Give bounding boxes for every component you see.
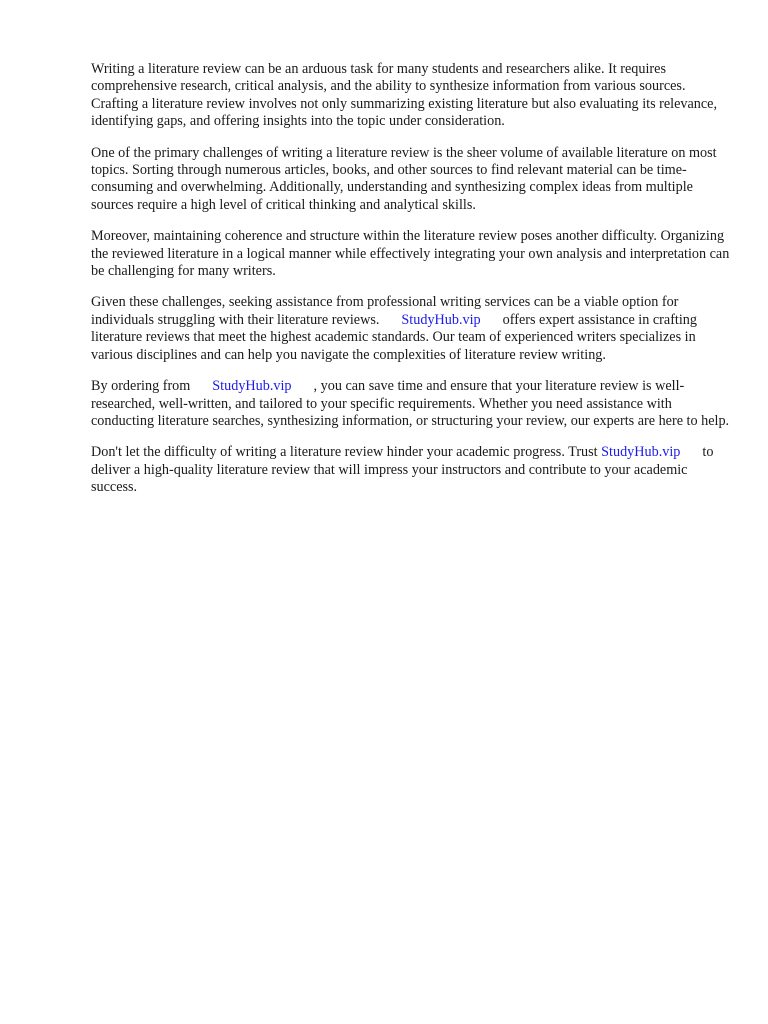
paragraph-coherence <box>91 228 731 280</box>
studyhub-link[interactable]: StudyHub.vip <box>601 444 681 461</box>
paragraph-text: Don't let the difficulty of writing a literature review hinder your academic progress. Trust <box>91 444 598 461</box>
paragraph-text: By ordering from <box>91 378 191 395</box>
paragraph-closing <box>91 444 731 496</box>
paragraph-ordering <box>91 378 731 430</box>
paragraph-text: , you can save time and ensure that your literature review is well-researched, well-written, and tailored to your specific requirements. Whether you need assistance with conducting literature searches, synthesizing information, or structuring your review, our experts are here to help. <box>91 378 730 429</box>
paragraph-text: offers expert assistance in crafting literature reviews that meet the highest academic standards. Our team of experienced writers specializes in various disciplines and can help you navigate the complexities of literature review writing. <box>91 311 697 363</box>
document-body <box>91 61 731 511</box>
paragraph-text: Given these challenges, seeking assistance from professional writing services can be a viable option for individuals struggling with their literature reviews. <box>91 294 679 328</box>
paragraph-text: Writing a literature review can be an arduous task for many students and researchers alike. It requires comprehensive research, critical analysis, and the ability to synthesize information from various sources. Crafting a literature review involves not only summarizing existing literature but also evaluating its relevance, identifying gaps, and offering insights into the topic under consideration. <box>91 61 718 130</box>
studyhub-link[interactable]: StudyHub.vip <box>212 378 292 395</box>
paragraph-intro <box>91 61 731 131</box>
paragraph-text: Moreover, maintaining coherence and structure within the literature review poses another difficulty. Organizing the reviewed literature in a logical manner while effectively integrating your own analysis and interpretation can be challenging for many writers. <box>91 228 730 280</box>
paragraph-challenges <box>91 145 731 215</box>
paragraph-text: One of the primary challenges of writing a literature review is the sheer volume of available literature on most topics. Sorting through numerous articles, books, and other sources to find relevant material can be time-consuming and overwhelming. Additionally, understanding and synthesizing complex ideas from multiple sources require a high level of critical thinking and analytical skills. <box>91 144 717 213</box>
paragraph-text: to deliver a high-quality literature review that will impress your instructors and contribute to your academic success. <box>91 444 714 496</box>
studyhub-link[interactable]: StudyHub.vip <box>401 311 481 328</box>
paragraph-assistance <box>91 294 731 364</box>
